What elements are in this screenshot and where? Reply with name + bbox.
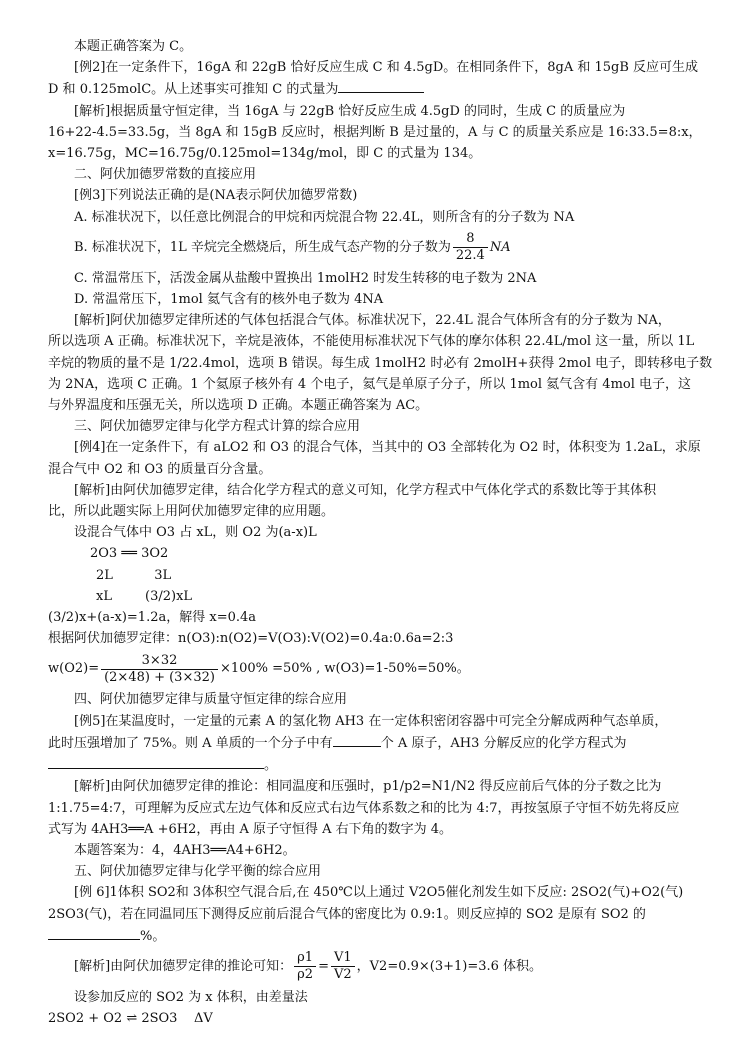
analysis-line: [解析]由阿伏加德罗定律的推论：相同温度和压强时，p1/p2=N1/N2 得反应前后气体的分子数之比为	[74, 779, 662, 795]
option-b: B. 标准状况下，1L 辛烷完全燃烧后，所生成气态产物的分子数为 $\frac{8}{22.4}$ NA	[74, 231, 511, 264]
calculation-line: 根据阿伏加德罗定律：n(O3):n(O2)=V(O3):V(O2)=0.4a:0.6a=2:3	[48, 631, 454, 647]
example-4-question-cont: 混合气中 O2 和 O3 的质量百分含量。	[48, 461, 272, 477]
equation-volumes: xL (3/2)xL	[96, 588, 193, 604]
analysis-line: 为 2NA，选项 C 正确。1 个氦原子核外有 4 个电子，氦气是单原子分子，所以 1mol 氦气含有 4mol 电子，这	[48, 376, 692, 392]
example-6-question-cont: %。	[48, 925, 713, 947]
density-ratio-formula: [解析]由阿伏加德罗定律的推论可知： $\frac{\rho 1}{\rho 2}$ = $\frac{V1}{V2}$ ，V2=0.9×(3+1)=3.6 体积。	[74, 950, 543, 983]
example-3-question: [例3]下列说法正确的是(NA表示阿伏加德罗常数)	[74, 188, 358, 204]
section-heading: 五、阿伏加德罗定律与化学平衡的综合应用	[74, 864, 322, 880]
analysis-line: 比，所以此题实际上用阿伏加德罗定律的应用题。	[48, 504, 335, 520]
analysis-line: 16+22-4.5=33.5g，当 8gA 和 15gB 反应时，根据判断 B 是过量的，A 与 C 的质量关系应是 16:33.5=8:x，	[48, 124, 702, 140]
example-4-question: [例4]在一定条件下，有 aLO2 和 O3 的混合气体，当其中的 O3 全部转化为 O2 时，体积变为 1.2aL，求原	[74, 440, 701, 456]
example-6-question: [例 6]1体积 SO2和 3体积空气混合后,在 450℃以上通过 V2O5催化剂发生如下反应: 2SO2(气)+O2(气)	[74, 885, 684, 901]
answer-blank	[333, 732, 381, 747]
fraction: $\frac{8}{22.4}$	[453, 231, 488, 264]
example-5-question-cont: 此时压强增加了 75%。则 A 单质的一个分子中有 个 A 原子，AH3 分解反应的化学方程式为	[48, 732, 713, 754]
answer-blank	[48, 754, 264, 769]
option-c: C. 常温常压下，活泼金属从盐酸中置换出 1molH2 时发生转移的电子数为 2NA	[74, 270, 537, 286]
analysis-line: 1:1.75=4:7，可理解为反应式左边气体和反应式右边气体系数之和的比为 4:7，再按氢原子守恒不妨先将反应	[48, 800, 680, 816]
mass-fraction-formula: w(O2)= $\frac{3\times 32}{(2\times 48) + (3\times 32)}$ ×100% =50% , w(O3)=1-50%=50%。	[48, 652, 470, 685]
analysis-line: 式写为 4AH3══A +6H2，再由 A 原子守恒得 A 右下角的数字为 4。	[48, 821, 453, 837]
example-6-question-cont: 2SO3(气)，若在同温同压下测得反应前后混合气体的密度比为 0.9:1。则反应掉的 SO2 是原有 SO2 的	[48, 906, 646, 922]
fraction: $\frac{\rho 1}{\rho 2}$	[294, 950, 316, 983]
example-5-question: [例5]在某温度时，一定量的元素 A 的氢化物 AH3 在一定体积密闭容器中可完全分解成两种气态单质，	[74, 713, 668, 729]
example-2-question-cont: D 和 0.125molC。从上述事实可推知 C 的式量为	[48, 78, 713, 100]
analysis-line: 设混合气体中 O3 占 xL，则 O2 为(a-x)L	[74, 525, 317, 541]
equation: 2O3 ══ 3O2	[90, 546, 169, 562]
section-heading: 三、阿伏加德罗定律与化学方程式计算的综合应用	[74, 419, 361, 435]
analysis-line: 辛烷的物质的量不是 1/22.4mol，选项 B 错误。每生成 1molH2 时必有 2molH+获得 2mol 电子，即转移电子数	[48, 355, 713, 371]
analysis-line: 设参加反应的 SO2 为 x 体积，由差量法	[74, 989, 308, 1005]
fraction: $\frac{V1}{V2}$	[331, 950, 355, 983]
option-a: A. 标准状况下，以任意比例混合的甲烷和丙烷混合物 22.4L，则所含有的分子数为 NA	[74, 209, 575, 225]
answer-line: 本题正确答案为 C。	[74, 39, 193, 54]
analysis-line: 所以选项 A 正确。标准状况下，辛烷是液体，不能使用标准状况下气体的摩尔体积 22.4L/mol 这一量，所以 1L	[48, 334, 695, 350]
answer-blank-line: 。	[48, 754, 713, 776]
analysis-line: [解析]由阿伏加德罗定律，结合化学方程式的意义可知，化学方程式中气体化学式的系数比等于其体积	[74, 482, 657, 498]
answer-blank	[48, 925, 140, 940]
section-heading: 二、阿伏加德罗常数的直接应用	[74, 167, 257, 183]
calculation-line: (3/2)x+(a-x)=1.2a，解得 x=0.4a	[48, 610, 257, 626]
equation-volumes: 2L 3L	[96, 567, 172, 583]
example-2-question: [例2]在一定条件下，16gA 和 22gB 恰好反应生成 C 和 4.5gD。在相同条件下，8gA 和 15gB 反应可生成	[74, 60, 699, 76]
analysis-line: 与外界温度和压强无关，所以选项 D 正确。本题正确答案为 AC。	[48, 398, 429, 414]
option-d: D. 常温常压下，1mol 氦气含有的核外电子数为 4NA	[74, 292, 384, 308]
equation: 2SO2 + O2 ⇌ 2SO3 ΔV	[48, 1011, 213, 1027]
document-page	[48, 36, 713, 1029]
analysis-line: x=16.75g，MC=16.75g/0.125mol=134g/mol，即 C 的式量为 134。	[48, 146, 482, 162]
answer-blank	[338, 78, 424, 93]
answer-line: 本题答案为：4，4AH3══A4+6H2。	[74, 842, 296, 858]
fraction: $\frac{3\times 32}{(2\times 48) + (3\times 32)}$	[101, 653, 218, 686]
analysis-line: [解析]根据质量守恒定律，当 16gA 与 22gB 恰好反应生成 4.5gD 的同时，生成 C 的质量应为	[74, 103, 626, 119]
section-heading: 四、阿伏加德罗定律与质量守恒定律的综合应用	[74, 692, 348, 708]
analysis-line: [解析]阿伏加德罗定律所述的气体包括混合气体。标准状况下，22.4L 混合气体所含有的分子数为 NA，	[74, 313, 671, 329]
